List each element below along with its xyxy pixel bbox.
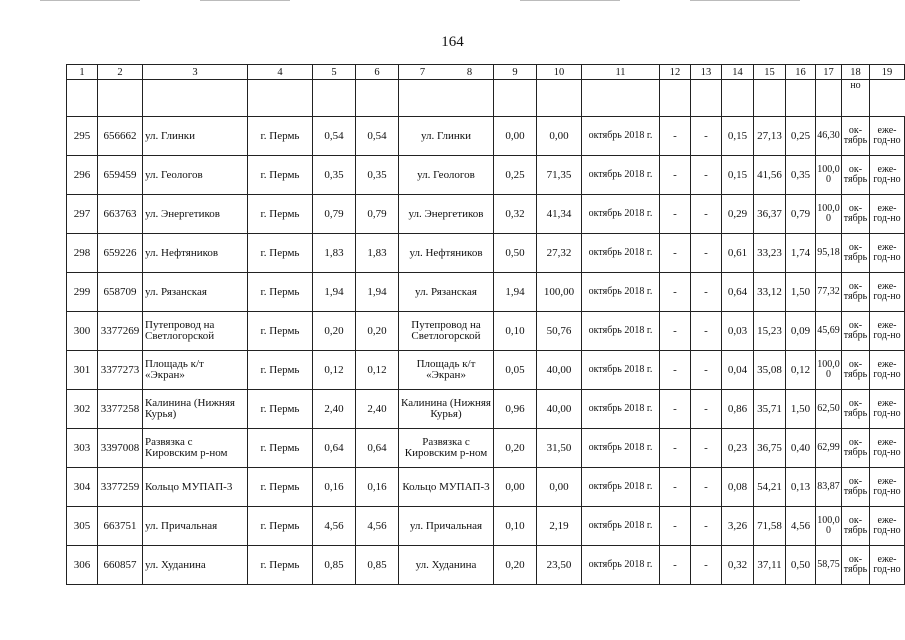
length-cell: 0,35: [313, 156, 356, 195]
value-cell: 0,00: [494, 468, 537, 507]
length-cell: 0,20: [356, 312, 399, 351]
empty-cell: [582, 80, 660, 117]
dash-cell: -: [691, 468, 722, 507]
header-cell: 1: [67, 65, 98, 80]
road-name-cell: Путепровод на Светлогорской: [143, 312, 248, 351]
header-cell: 16: [786, 65, 816, 80]
value-cell: 0,20: [494, 546, 537, 585]
street-name-cell: Кольцо МУПАП-3: [399, 468, 494, 507]
value-cell: 0,50: [494, 234, 537, 273]
top-edge-line: [520, 0, 620, 1]
frequency-cell: еже-год-но: [870, 507, 905, 546]
value-cell: 0,79: [786, 195, 816, 234]
percent-cell: 100,0 0: [816, 351, 842, 390]
frequency-cell: еже-год-но: [870, 273, 905, 312]
percent-cell: 100,00: [537, 273, 582, 312]
road-name-cell: ул. Нефтяников: [143, 234, 248, 273]
date-cell: октябрь 2018 г.: [582, 195, 660, 234]
table-row: [67, 468, 905, 507]
percent-cell: 33,12: [754, 273, 786, 312]
dash-cell: -: [660, 507, 691, 546]
month-cell: ок-тябрь: [842, 507, 870, 546]
percent-cell: 36,37: [754, 195, 786, 234]
date-cell: октябрь 2018 г.: [582, 117, 660, 156]
date-cell: октябрь 2018 г.: [582, 273, 660, 312]
value-cell: 1,74: [786, 234, 816, 273]
length-cell: 0,35: [356, 156, 399, 195]
value-cell: 0,25: [786, 117, 816, 156]
dash-cell: -: [691, 507, 722, 546]
road-name-cell: ул. Геологов: [143, 156, 248, 195]
percent-cell: 2,19: [537, 507, 582, 546]
city-cell: г. Пермь: [248, 234, 313, 273]
dash-cell: -: [691, 117, 722, 156]
value-cell: 0,15: [722, 156, 754, 195]
dash-cell: -: [660, 429, 691, 468]
length-cell: 0,85: [313, 546, 356, 585]
date-cell: октябрь 2018 г.: [582, 507, 660, 546]
length-cell: 1,94: [356, 273, 399, 312]
row-number-cell: 302: [67, 390, 98, 429]
road-name-cell: ул. Причальная: [143, 507, 248, 546]
empty-cell: [816, 80, 842, 117]
date-cell: октябрь 2018 г.: [582, 429, 660, 468]
dash-cell: -: [691, 312, 722, 351]
frequency-cell: еже-год-но: [870, 351, 905, 390]
percent-cell: 71,35: [537, 156, 582, 195]
dash-cell: -: [691, 429, 722, 468]
city-cell: г. Пермь: [248, 507, 313, 546]
street-name-cell: Развязка с Кировским р-ном: [399, 429, 494, 468]
length-cell: 0,79: [356, 195, 399, 234]
road-id-cell: 3377269: [98, 312, 143, 351]
percent-cell: 41,34: [537, 195, 582, 234]
road-name-cell: ул. Глинки: [143, 117, 248, 156]
value-cell: 0,10: [494, 507, 537, 546]
table-row: [67, 429, 905, 468]
header-cell: 14: [722, 65, 754, 80]
street-name-cell: ул. Нефтяников: [399, 234, 494, 273]
table-row: [67, 546, 905, 585]
percent-cell: 45,69: [816, 312, 842, 351]
percent-cell: 62,99: [816, 429, 842, 468]
percent-cell: 41,56: [754, 156, 786, 195]
value-cell: 0,61: [722, 234, 754, 273]
month-cell: ок-тябрь: [842, 312, 870, 351]
header-cell: 9: [494, 65, 537, 80]
percent-cell: 23,50: [537, 546, 582, 585]
road-id-cell: 663763: [98, 195, 143, 234]
header-cell: 11: [582, 65, 660, 80]
table-row: [67, 312, 905, 351]
header-cell: 10: [537, 65, 582, 80]
road-id-cell: 3377258: [98, 390, 143, 429]
value-cell: 4,56: [786, 507, 816, 546]
dash-cell: -: [691, 546, 722, 585]
header-cell: 8: [466, 66, 473, 78]
row-number-cell: 296: [67, 156, 98, 195]
date-cell: октябрь 2018 г.: [582, 156, 660, 195]
percent-cell: 0,00: [537, 468, 582, 507]
percent-cell: 50,76: [537, 312, 582, 351]
percent-cell: 46,30: [816, 117, 842, 156]
empty-cell: [691, 80, 722, 117]
percent-cell: 100,0 0: [816, 156, 842, 195]
road-id-cell: 659459: [98, 156, 143, 195]
value-cell: 0,32: [722, 546, 754, 585]
value-cell: 0,86: [722, 390, 754, 429]
street-name-cell: Путепровод на Светлогорской: [399, 312, 494, 351]
percent-cell: 33,23: [754, 234, 786, 273]
header-cell: 4: [248, 65, 313, 80]
table-row: [67, 351, 905, 390]
city-cell: г. Пермь: [248, 273, 313, 312]
value-cell: 0,96: [494, 390, 537, 429]
dash-cell: -: [660, 312, 691, 351]
dash-cell: -: [691, 351, 722, 390]
value-cell: 0,64: [722, 273, 754, 312]
road-name-cell: ул. Рязанская: [143, 273, 248, 312]
road-name-cell: ул. Энергетиков: [143, 195, 248, 234]
top-edge-line: [40, 0, 140, 1]
frequency-cell: еже-год-но: [870, 468, 905, 507]
header-cell: 19: [870, 65, 905, 80]
empty-cell: [786, 80, 816, 117]
value-cell: 0,03: [722, 312, 754, 351]
length-cell: 0,16: [313, 468, 356, 507]
value-cell: 0,35: [786, 156, 816, 195]
city-cell: г. Пермь: [248, 429, 313, 468]
length-cell: 0,54: [356, 117, 399, 156]
dash-cell: -: [691, 390, 722, 429]
top-edge-line: [690, 0, 800, 1]
empty-cell: [754, 80, 786, 117]
street-name-cell: ул. Рязанская: [399, 273, 494, 312]
empty-cell: [248, 80, 313, 117]
empty-cell: [722, 80, 754, 117]
value-cell: 1,50: [786, 273, 816, 312]
dash-cell: -: [660, 117, 691, 156]
value-cell: 0,09: [786, 312, 816, 351]
empty-cell: [313, 80, 356, 117]
empty-cell: [143, 80, 248, 117]
frequency-cell: еже-год-но: [870, 546, 905, 585]
length-cell: 4,56: [313, 507, 356, 546]
top-edge-line: [200, 0, 290, 1]
value-cell: 0,12: [786, 351, 816, 390]
length-cell: 0,64: [356, 429, 399, 468]
road-id-cell: 659226: [98, 234, 143, 273]
dash-cell: -: [660, 273, 691, 312]
empty-cell: [537, 80, 582, 117]
table-row: [67, 234, 905, 273]
value-cell: 0,29: [722, 195, 754, 234]
header-cell: 7: [419, 66, 426, 78]
dash-cell: -: [691, 273, 722, 312]
dash-cell: -: [660, 156, 691, 195]
header-cell: 15: [754, 65, 786, 80]
value-cell: 0,40: [786, 429, 816, 468]
frequency-cell: еже-год-но: [870, 429, 905, 468]
length-cell: 0,12: [356, 351, 399, 390]
length-cell: 0,12: [313, 351, 356, 390]
value-cell: 0,25: [494, 156, 537, 195]
value-cell: 0,13: [786, 468, 816, 507]
dash-cell: -: [691, 156, 722, 195]
length-cell: 0,85: [356, 546, 399, 585]
dash-cell: -: [660, 546, 691, 585]
value-cell: 0,20: [494, 429, 537, 468]
length-cell: 0,54: [313, 117, 356, 156]
dash-cell: -: [660, 351, 691, 390]
date-cell: октябрь 2018 г.: [582, 546, 660, 585]
city-cell: г. Пермь: [248, 117, 313, 156]
value-cell: 0,05: [494, 351, 537, 390]
percent-cell: 36,75: [754, 429, 786, 468]
row-number-cell: 303: [67, 429, 98, 468]
percent-cell: 62,50: [816, 390, 842, 429]
header-merged-7-8: [399, 67, 493, 78]
frequency-cell: еже-год-но: [870, 195, 905, 234]
month-cell: ок-тябрь: [842, 351, 870, 390]
row-number-cell: 306: [67, 546, 98, 585]
percent-cell: 83,87: [816, 468, 842, 507]
table-row: [67, 390, 905, 429]
road-id-cell: 3397008: [98, 429, 143, 468]
percent-cell: 58,75: [816, 546, 842, 585]
row-number-cell: 300: [67, 312, 98, 351]
table-row: [67, 117, 905, 156]
percent-cell: 35,08: [754, 351, 786, 390]
percent-cell: 35,71: [754, 390, 786, 429]
row-number-cell: 305: [67, 507, 98, 546]
month-cell: ок-тябрь: [842, 234, 870, 273]
dash-cell: -: [660, 234, 691, 273]
table-row: [67, 156, 905, 195]
date-cell: октябрь 2018 г.: [582, 468, 660, 507]
street-name-cell: Калинина (Нижняя Курья): [399, 390, 494, 429]
city-cell: г. Пермь: [248, 312, 313, 351]
city-cell: г. Пермь: [248, 195, 313, 234]
dash-cell: -: [691, 234, 722, 273]
month-cell: ок-тябрь: [842, 429, 870, 468]
table-row: [67, 273, 905, 312]
road-id-cell: 3377273: [98, 351, 143, 390]
table-body: [67, 65, 905, 585]
percent-cell: 100,0 0: [816, 507, 842, 546]
dash-cell: -: [660, 468, 691, 507]
value-cell: 0,00: [494, 117, 537, 156]
street-name-cell: ул. Глинки: [399, 117, 494, 156]
header-cell: 2: [98, 65, 143, 80]
table-row: [67, 507, 905, 546]
frequency-cell: еже-год-но: [870, 156, 905, 195]
road-id-cell: 3377259: [98, 468, 143, 507]
city-cell: г. Пермь: [248, 351, 313, 390]
length-cell: 2,40: [313, 390, 356, 429]
length-cell: 1,83: [356, 234, 399, 273]
empty-cell: [494, 80, 537, 117]
value-cell: 1,50: [786, 390, 816, 429]
road-name-cell: Кольцо МУПАП-3: [143, 468, 248, 507]
percent-cell: 37,11: [754, 546, 786, 585]
month-cell: ок-тябрь: [842, 390, 870, 429]
empty-cell: [399, 80, 494, 117]
row-number-cell: 301: [67, 351, 98, 390]
value-cell: 0,50: [786, 546, 816, 585]
row-number-cell: 304: [67, 468, 98, 507]
value-cell: 1,94: [494, 273, 537, 312]
value-cell: 0,10: [494, 312, 537, 351]
percent-cell: 27,13: [754, 117, 786, 156]
date-cell: октябрь 2018 г.: [582, 234, 660, 273]
frequency-cell: еже-год-но: [870, 312, 905, 351]
city-cell: г. Пермь: [248, 156, 313, 195]
dash-cell: -: [691, 195, 722, 234]
road-name-cell: Развязка с Кировским р-ном: [143, 429, 248, 468]
city-cell: г. Пермь: [248, 390, 313, 429]
percent-cell: 71,58: [754, 507, 786, 546]
value-cell: 0,04: [722, 351, 754, 390]
length-cell: 0,64: [313, 429, 356, 468]
page-number: 164: [441, 34, 464, 50]
percent-cell: 27,32: [537, 234, 582, 273]
month-cell: ок-тябрь: [842, 273, 870, 312]
header-cell: 6: [356, 65, 399, 80]
empty-cell: [67, 80, 98, 117]
frequency-cell: еже-год-но: [870, 390, 905, 429]
header-cell: 17: [816, 65, 842, 80]
frequency-cell: еже-год-но: [870, 234, 905, 273]
road-name-cell: ул. Худанина: [143, 546, 248, 585]
street-name-cell: ул. Геологов: [399, 156, 494, 195]
percent-cell: 40,00: [537, 351, 582, 390]
header-cell: 18: [842, 65, 870, 80]
city-cell: г. Пермь: [248, 546, 313, 585]
row-number-cell: 299: [67, 273, 98, 312]
length-cell: 1,94: [313, 273, 356, 312]
row-number-cell: 295: [67, 117, 98, 156]
row-number-cell: 297: [67, 195, 98, 234]
header-cell: 3: [143, 65, 248, 80]
table-row: [67, 195, 905, 234]
percent-cell: 77,32: [816, 273, 842, 312]
length-cell: 2,40: [356, 390, 399, 429]
road-id-cell: 658709: [98, 273, 143, 312]
empty-cell: [660, 80, 691, 117]
road-register-table: [66, 64, 905, 585]
value-cell: 0,08: [722, 468, 754, 507]
city-cell: г. Пермь: [248, 468, 313, 507]
frequency-cell: еже-год-но: [870, 117, 905, 156]
header-cell: 5: [313, 65, 356, 80]
street-name-cell: ул. Худанина: [399, 546, 494, 585]
month-cell: ок-тябрь: [842, 117, 870, 156]
header-cell: 12: [660, 65, 691, 80]
road-name-cell: Калинина (Нижняя Курья): [143, 390, 248, 429]
empty-cell: [356, 80, 399, 117]
header-row: [67, 65, 905, 80]
dash-cell: -: [660, 195, 691, 234]
road-id-cell: 660857: [98, 546, 143, 585]
date-cell: октябрь 2018 г.: [582, 390, 660, 429]
street-name-cell: ул. Причальная: [399, 507, 494, 546]
header-cell: [399, 65, 494, 80]
date-cell: октябрь 2018 г.: [582, 351, 660, 390]
percent-cell: 40,00: [537, 390, 582, 429]
value-cell: 0,15: [722, 117, 754, 156]
length-cell: 0,79: [313, 195, 356, 234]
month-cell: ок-тябрь: [842, 468, 870, 507]
row-number-cell: 298: [67, 234, 98, 273]
percent-cell: 100,0 0: [816, 195, 842, 234]
percent-cell: 15,23: [754, 312, 786, 351]
dash-cell: -: [660, 390, 691, 429]
continued-row: [67, 80, 905, 117]
value-cell: 0,32: [494, 195, 537, 234]
length-cell: 1,83: [313, 234, 356, 273]
percent-cell: 95,18: [816, 234, 842, 273]
value-cell: 3,26: [722, 507, 754, 546]
road-name-cell: Площадь к/т «Экран»: [143, 351, 248, 390]
road-id-cell: 663751: [98, 507, 143, 546]
street-name-cell: Площадь к/т «Экран»: [399, 351, 494, 390]
length-cell: 0,20: [313, 312, 356, 351]
percent-cell: 31,50: [537, 429, 582, 468]
month-cell: ок-тябрь: [842, 195, 870, 234]
length-cell: 0,16: [356, 468, 399, 507]
value-cell: 0,23: [722, 429, 754, 468]
empty-cell: [98, 80, 143, 117]
header-cell: 13: [691, 65, 722, 80]
street-name-cell: ул. Энергетиков: [399, 195, 494, 234]
percent-cell: 0,00: [537, 117, 582, 156]
length-cell: 4,56: [356, 507, 399, 546]
road-id-cell: 656662: [98, 117, 143, 156]
month-cell: ок-тябрь: [842, 156, 870, 195]
month-cell: ок-тябрь: [842, 546, 870, 585]
continued-tail-cell: но: [842, 80, 870, 117]
percent-cell: 54,21: [754, 468, 786, 507]
date-cell: октябрь 2018 г.: [582, 312, 660, 351]
